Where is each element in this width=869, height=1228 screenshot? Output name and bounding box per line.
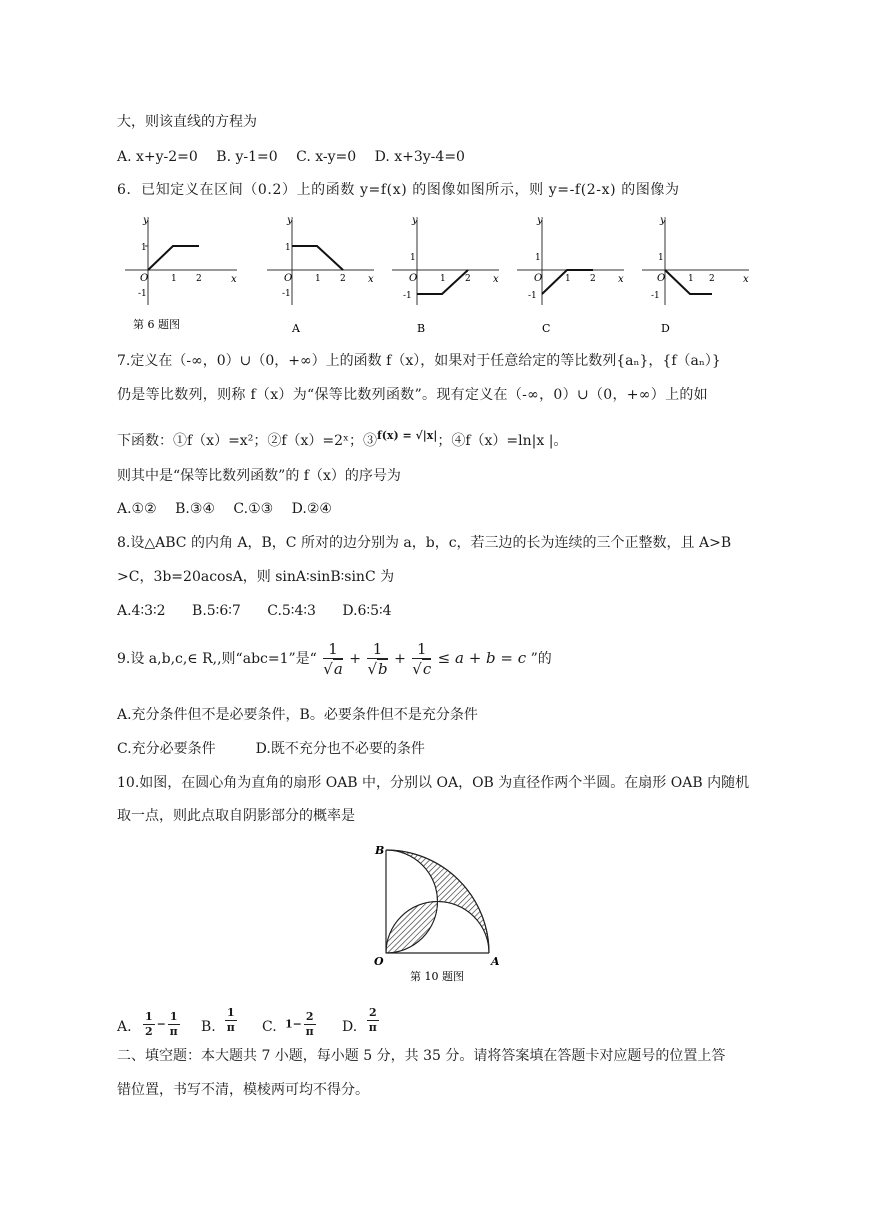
axis-y-label: y — [537, 215, 543, 226]
tick-label: 2 — [590, 274, 596, 284]
q7-option-c: C.①③ — [233, 501, 274, 517]
q10-option-a-expression: $\frac{1}{2}$ − $\frac{1}{\pi}$ — [145, 1010, 178, 1038]
q10-option-b-expression: $\frac{1}{\pi}$ — [226, 1006, 235, 1034]
point-a-label: A — [491, 955, 500, 968]
graph-option-a — [262, 210, 392, 340]
figure-caption: 第 10 题图 — [410, 970, 464, 983]
q10-text-line-1: 10.如图，在圆心角为直角的扇形 OAB 中，分别以 OA，OB 为直径作两个半圆。在扇形 OAB 内随机 — [117, 775, 750, 791]
section-2-heading-line-2: 错位置，书写不清，模棱两可均不得分。 — [117, 1082, 369, 1098]
graph-option-c — [512, 210, 642, 340]
axis-y-label: y — [143, 215, 149, 226]
axis-y-label: y — [412, 215, 418, 226]
origin-label: O — [409, 273, 418, 284]
tick-label: -1 — [651, 291, 660, 301]
axis-x-label: x — [368, 274, 374, 285]
tick-label: 2 — [340, 274, 346, 284]
q6-text: 6．已知定义在区间（0.2）上的函数 y=f(x) 的图像如图所示，则 y=-f(2-x) 的图像为 — [117, 182, 680, 198]
q9-fraction-b: $\frac{1}{√b}$ — [367, 639, 388, 678]
q5-option-b: B. y-1=0 — [216, 149, 278, 165]
graph-caption: 第 6 题图 — [133, 318, 180, 331]
q7-option-d: D.②④ — [291, 501, 332, 517]
q8-option-a: A.4∶3∶2 — [117, 603, 166, 619]
question-text-line: 大，则该直线的方程为 — [117, 114, 257, 130]
tick-label: 1 — [688, 274, 694, 284]
tick-label: -1 — [138, 289, 147, 299]
q9-option-c: C.充分必要条件 — [117, 741, 216, 757]
tick-label: -1 — [282, 289, 291, 299]
tick-label: 2 — [709, 274, 715, 284]
tick-label: 1 — [440, 274, 446, 284]
origin-label: O — [284, 273, 293, 284]
axis-x-label: x — [618, 274, 624, 285]
q8-option-d: D.6∶5∶4 — [342, 603, 392, 619]
point-b-label: B — [375, 844, 385, 857]
q8-text-line-1: 8.设△ABC 的内角 A，B，C 所对的边分别为 a，b，c，若三边的长为连续的三个正整数，且 A>B — [117, 535, 732, 551]
origin-label: O — [534, 273, 543, 284]
graph-q6-figure — [117, 210, 247, 340]
origin-label: O — [657, 273, 666, 284]
figure-10 — [372, 838, 506, 990]
graph-caption: C — [542, 322, 551, 335]
axis-y-label: y — [660, 215, 666, 226]
q9-fraction-c: $\frac{1}{√c}$ — [412, 639, 432, 678]
q5-options — [117, 148, 465, 166]
q5-option-c: C. x-y=0 — [296, 149, 357, 165]
q10-text-line-2: 取一点，则此点取自阴影部分的概率是 — [117, 808, 355, 824]
tick-label: 1 — [171, 274, 177, 284]
tick-label: 1 — [535, 253, 541, 263]
axis-y-label: y — [287, 215, 293, 226]
q10-option-b-label: B. — [201, 1019, 216, 1035]
q7-function-3-image: f(x) = √|x| — [376, 429, 438, 442]
q7-text-line-3 — [117, 429, 568, 451]
q10-option-c-label: C. — [262, 1019, 277, 1035]
q5-option-a: A. x+y-2=0 — [117, 149, 198, 165]
q9-plus: + — [349, 651, 361, 667]
q9-option-d: D.既不充分也不必要的条件 — [255, 741, 425, 757]
q9-text — [117, 636, 552, 681]
axis-x-label: x — [231, 274, 237, 285]
tick-label: 1 — [410, 253, 416, 263]
q8-options — [117, 602, 392, 620]
q9-suffix: ”的 — [530, 651, 552, 667]
tick-label: 1 — [658, 253, 664, 263]
q8-option-c: C.5∶4∶3 — [267, 603, 316, 619]
point-o-label: O — [374, 955, 384, 968]
q7-option-a: A.①② — [117, 501, 157, 517]
graph-option-b — [387, 210, 517, 340]
axis-x-label: x — [493, 274, 499, 285]
q10-option-d-label: D. — [342, 1019, 358, 1035]
q9-plus: + — [394, 651, 406, 667]
tick-label: 1 — [565, 274, 571, 284]
q7-text-line-4: 则其中是“保等比数列函数”的 f（x）的序号为 — [117, 468, 401, 484]
q10-option-a-label: A. — [117, 1019, 132, 1035]
tick-label: 1 — [315, 274, 321, 284]
section-2-heading-line-1: 二、填空题：本大题共 7 小题，每小题 5 分，共 35 分。请将答案填在答题卡对应题号的位置上答 — [117, 1048, 726, 1064]
axis-x-label: x — [743, 274, 749, 285]
q10-option-c-expression: 1− $\frac{2}{\pi}$ — [285, 1010, 314, 1038]
q9-options-ab: A.充分条件但不是必要条件，B。必要条件但不是充分条件 — [117, 707, 478, 723]
q7-text-line-1: 7.定义在（-∞，0）∪（0，+∞）上的函数 f（x），如果对于任意给定的等比数列{aₙ}，{f（aₙ）} — [117, 353, 721, 369]
q9-inequality: ≤ a + b = c — [437, 649, 527, 667]
tick-label: -1 — [528, 291, 537, 301]
graph-caption: D — [661, 322, 670, 335]
tick-label: 1 — [285, 243, 291, 253]
q9-options-cd — [117, 740, 425, 758]
q9-fraction-a: $\frac{1}{√a}$ — [323, 639, 343, 678]
graph-option-d — [637, 210, 767, 340]
q8-option-b: B.5∶6∶7 — [192, 603, 241, 619]
q8-text-line-2: >C，3b=20acosA，则 sinA∶sinB∶sinC 为 — [117, 569, 395, 585]
origin-label: O — [140, 273, 149, 284]
graph-caption: B — [417, 322, 426, 335]
tick-label: 1 — [141, 243, 147, 253]
q7-functions-part2: ；④f（x）=ln|x |。 — [437, 433, 568, 449]
tick-label: 2 — [196, 274, 202, 284]
graph-caption: A — [292, 322, 300, 335]
tick-label: -1 — [403, 291, 412, 301]
q7-text-line-2: 仍是等比数列，则称 f（x）为“保等比数列函数”。现有定义在（-∞，0）∪（0，+∞）上的如 — [117, 387, 708, 403]
q7-option-b: B.③④ — [175, 501, 215, 517]
q7-functions-part1: 下函数：①f（x）=x²；②f（x）=2ˣ；③ — [117, 433, 377, 449]
q7-options — [117, 500, 332, 518]
tick-label: 2 — [465, 274, 471, 284]
q10-option-d-expression: $\frac{2}{\pi}$ — [368, 1006, 377, 1034]
q5-option-d: D. x+3y-4=0 — [374, 149, 465, 165]
q9-prefix: 9.设 a,b,c,∈ R,,则“abc=1”是“ — [117, 651, 317, 667]
